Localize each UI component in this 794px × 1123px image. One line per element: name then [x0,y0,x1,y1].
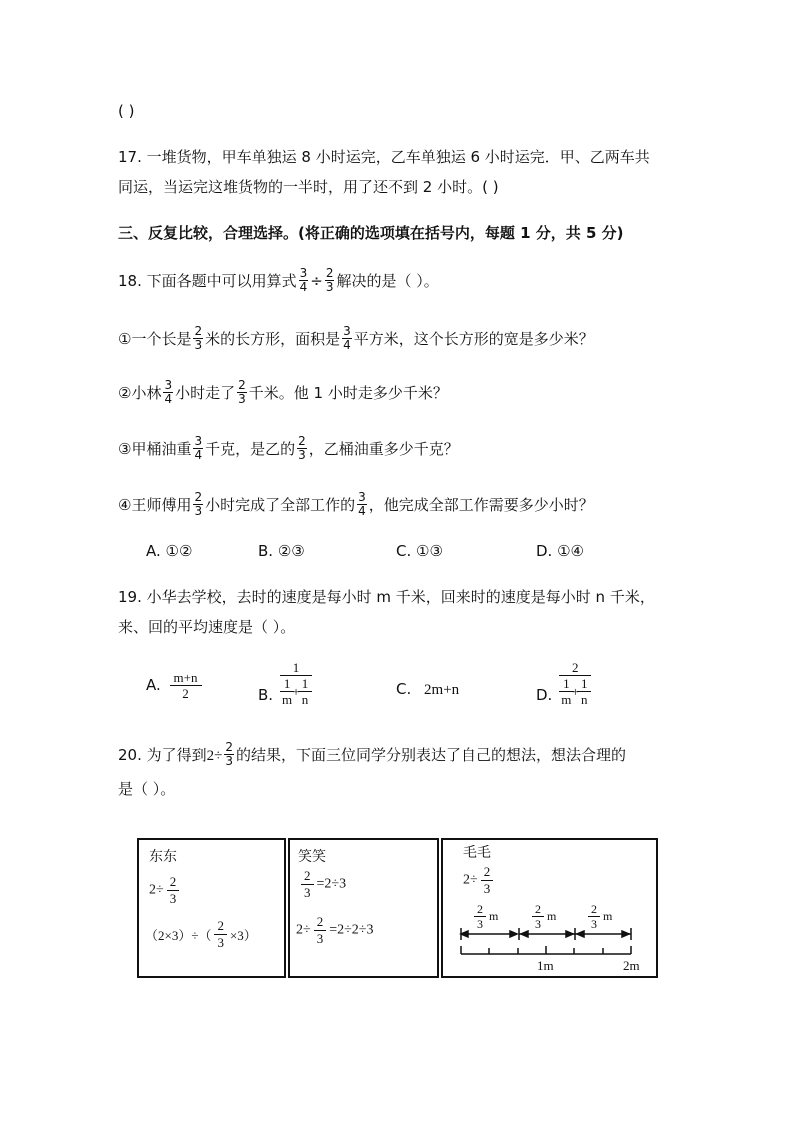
fraction: $\frac{3}{4}$ [164,378,173,406]
q18-frac-b: $\frac{2}{3}$ [325,266,334,294]
fraction: $\frac{3}{4}$ [343,324,351,352]
maomao-expr1: 2÷ $\frac{2}{3}$ [463,864,496,897]
q18-option-b: B. ②③ [258,542,305,560]
prev-answer-blank: ( ) [118,102,135,120]
xiaoxiao-eq1: $\frac{2}{3}$ =2÷3 [298,868,346,901]
fraction: $\frac{m+n}{2}$ [172,670,200,701]
fraction: $\frac{2}{3}$ [238,378,246,406]
q18-op: ÷ [310,272,323,290]
number-line-diagram [441,838,658,978]
fraction: $\frac{3}{4}$ [358,490,366,518]
q18-option-d: D. ①④ [536,542,584,560]
fraction: $\frac{2}{3}$ [225,740,233,768]
q20-line2: 是（ ）。 [118,780,176,798]
q19-line2: 来、回的平均速度是（ ）。 [118,618,296,636]
section3-title: 三、反复比较，合理选择。(将正确的选项填在括号内，每题 1 分，共 5 分) [118,224,624,242]
box-name: 东东 [149,850,177,865]
q19-option-a: A. $\frac{m+n}{2}$ [146,670,200,701]
complex-fraction: 2 1 m + $\frac{1}{n}$ [561,660,589,707]
xiaoxiao-eq2: 2÷ $\frac{2}{3}$ =2÷2÷3 [296,914,374,946]
segment-label-3: $\frac{2}{3}$ m [585,902,612,931]
q18-question [118,268,439,295]
box-name: 笑笑 [298,850,326,865]
q18-option-a: A. ①② [146,542,193,560]
q20-line1: 20. 为了得到2÷ $\frac{2}{3}$ 的结果，下面三位同学分别表达了自己的想法，想法合理的 [118,740,627,768]
segment-label-2: $\frac{2}{3}$ m [529,902,556,931]
box-maomao [441,838,658,978]
fraction: $\frac{3}{4}$ [194,434,203,462]
fraction: $\frac{2}{3}$ [194,324,203,352]
q18-item-2: ②小林 $\frac{3}{4}$ 小时走了 $\frac{2}{3}$ 千米。他 1 小时走多少千米？ [118,378,448,406]
complex-fraction: 1 1 m + $\frac{1}{n}$ [282,660,310,707]
q18-item-1: ①一个长是 $\frac{2}{3}$ 米的长方形，面积是 $\frac{3}{4}$ 平方米，这个长方形的宽是多少米？ [118,324,594,352]
box-name: 毛毛 [463,846,491,861]
label-1m: 1m [537,958,554,973]
box-dongdong [137,838,286,978]
q18-suffix: 解决的是（ ）。 [336,272,439,290]
q18-frac-a: $\frac{3}{4}$ [299,266,308,294]
q18-option-c: C. ①③ [396,542,443,560]
fraction: $\frac{2}{3}$ [194,490,203,518]
q19-line1: 19. 小华去学校，去时的速度是每小时 m 千米，回来时的速度是每小时 n 千米， [118,588,655,606]
q18-prefix: 18. 下面各题中可以用算式 [118,272,297,290]
q17-line1: 17. 一堆货物，甲车单独运 8 小时运完，乙车单独运 6 小时运完．甲、乙两车共 [118,148,650,166]
segment-label-1: $\frac{2}{3}$ m [471,902,498,931]
q19-option-b: B. 1 1 m + $\frac{1}{n}$ [258,660,310,707]
q17-line2: 同运，当运完这堆货物的一半时，用了还不到 2 小时。( ) [118,178,499,196]
q19-option-d: D. 2 1 m + $\frac{1}{n}$ [536,660,589,707]
label-2m: 2m [623,958,640,973]
q18-item-4: ④王师傅用 $\frac{2}{3}$ 小时完成了全部工作的 $\frac{3}{4}$ ，他完成全部工作需要多少小时？ [118,490,594,518]
box-xiaoxiao [288,838,439,978]
dongdong-expr2: （2×3）÷（ $\frac{2}{3}$ ×3） [145,918,257,950]
q19-option-c: C. 2m+n [396,680,460,698]
fraction: $\frac{2}{3}$ [298,434,306,462]
q18-item-3: ③甲桶油重 $\frac{3}{4}$ 千克，是乙的 $\frac{2}{3}$ ，乙桶油重多少千克？ [118,434,459,462]
dongdong-expr1: 2÷ $\frac{2}{3}$ [149,874,182,907]
